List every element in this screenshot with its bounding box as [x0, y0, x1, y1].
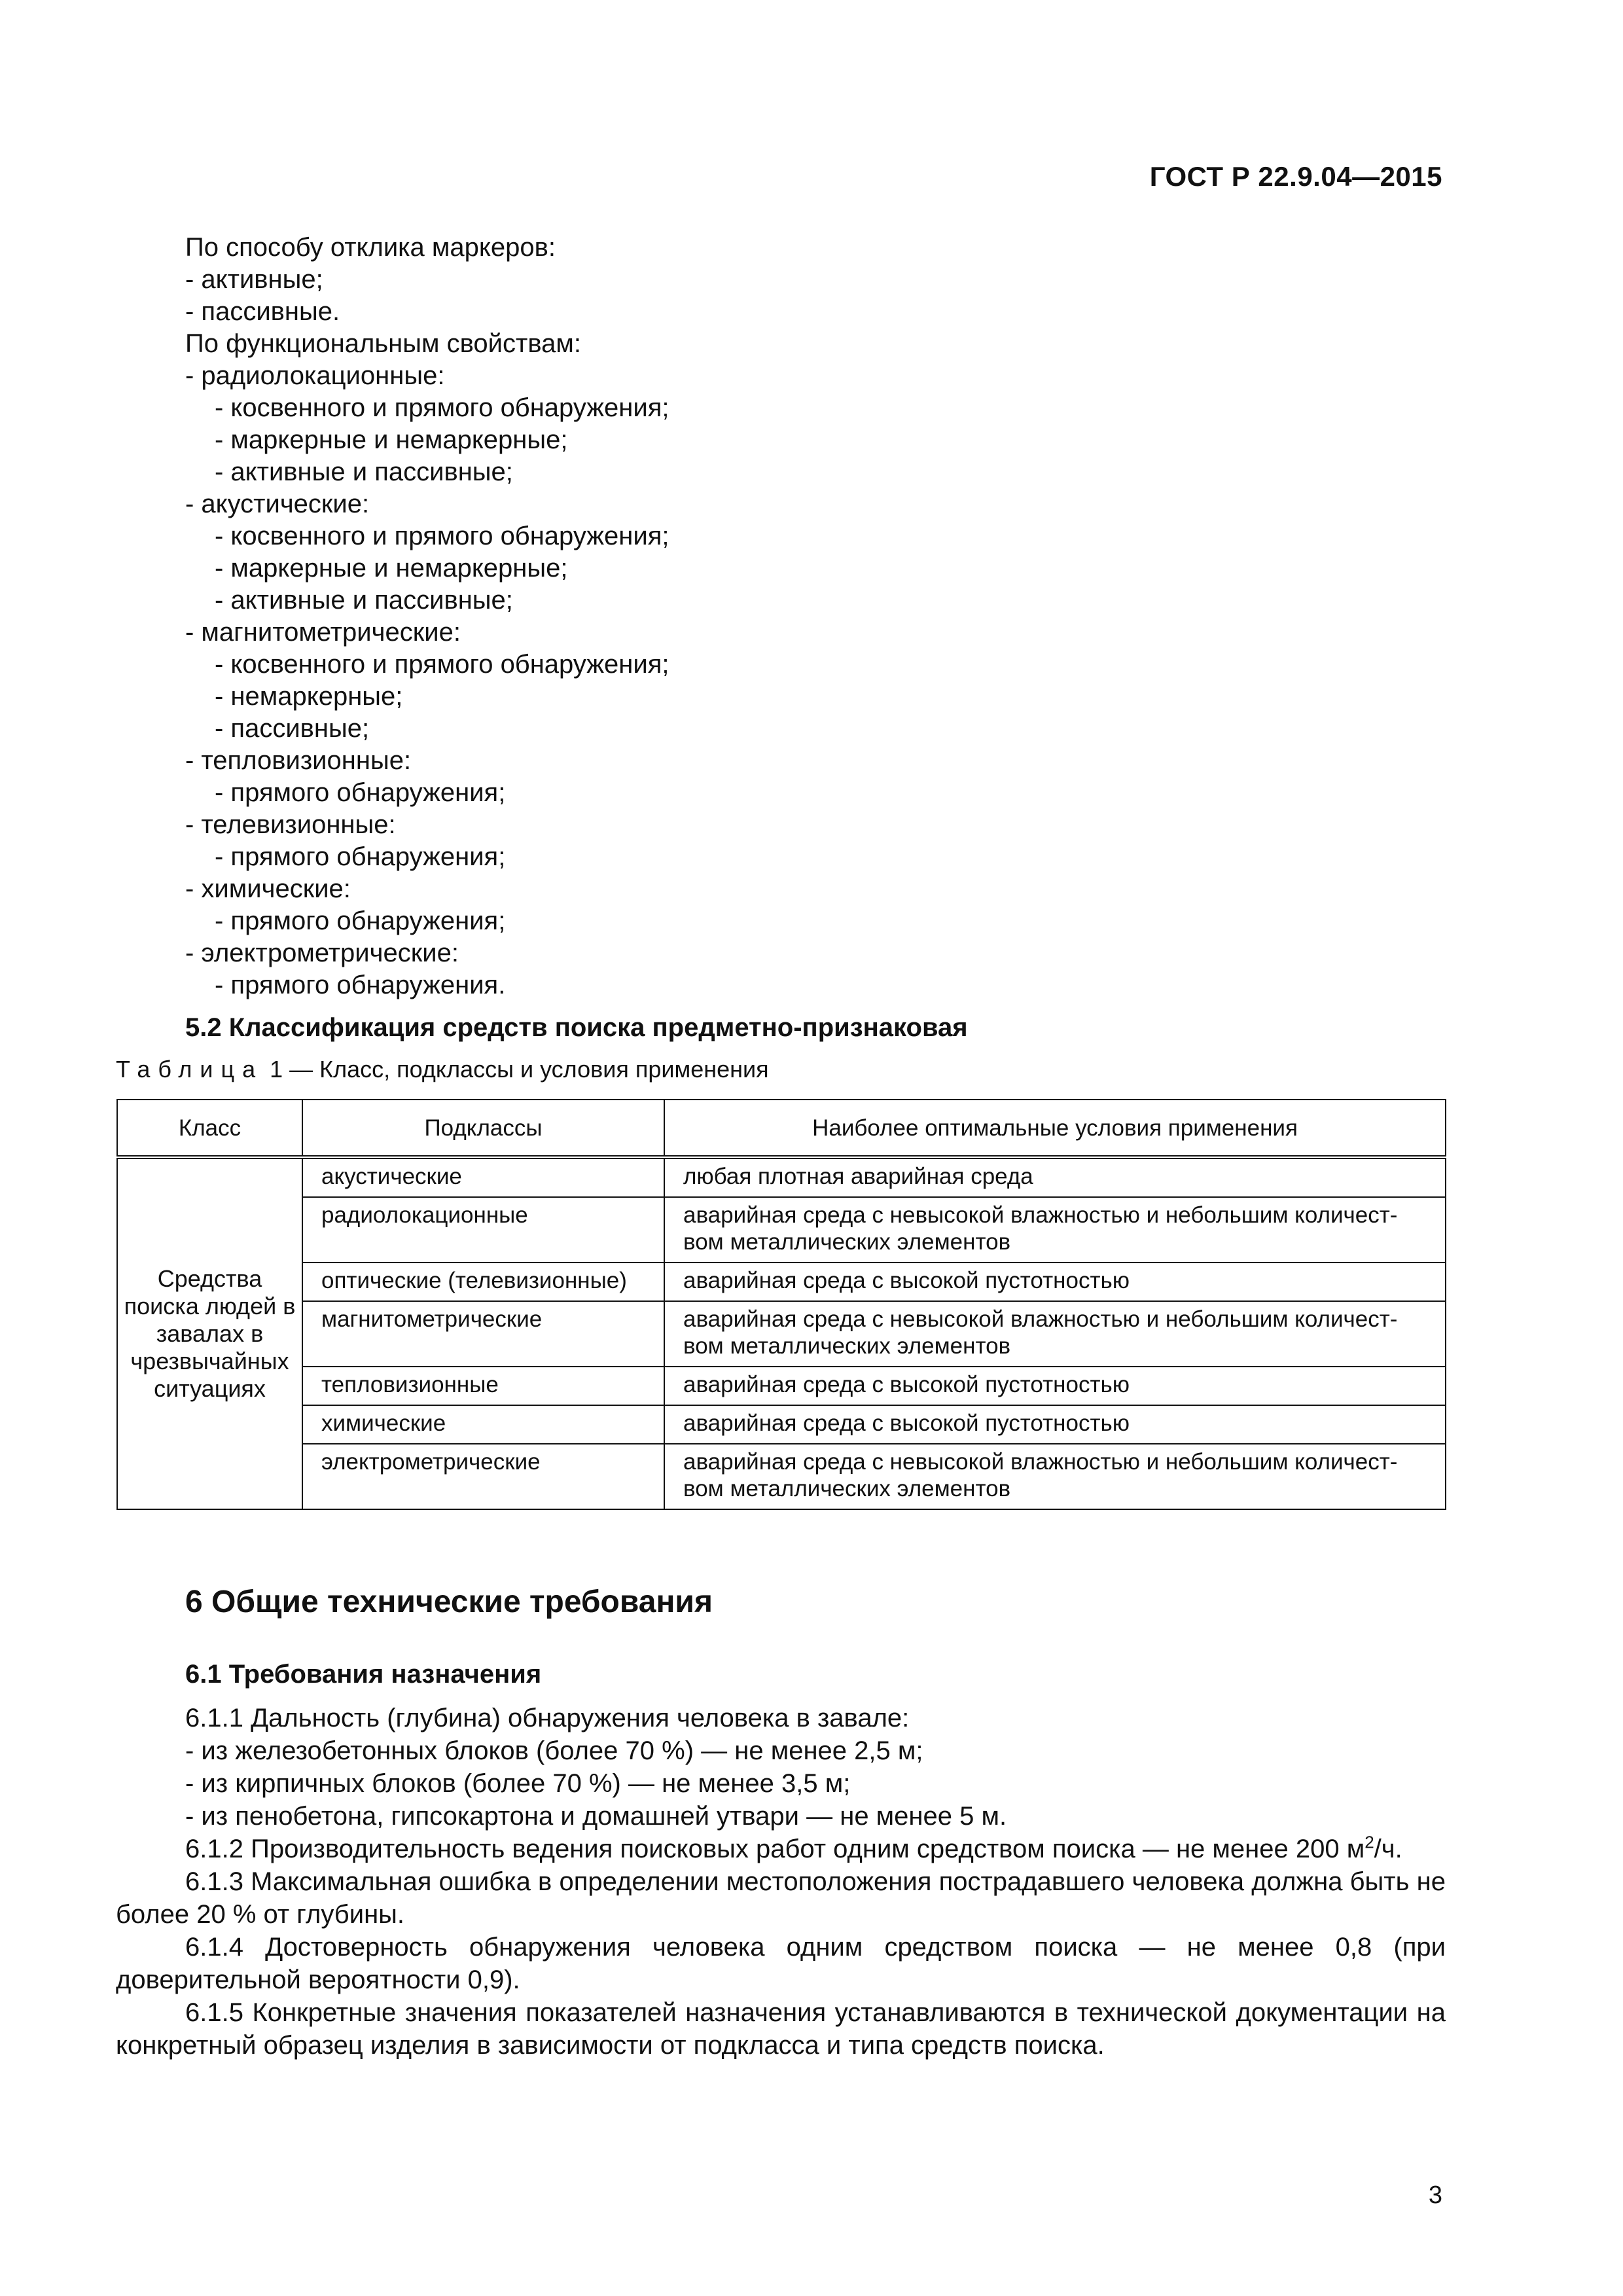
- conditions-cell: аварийная среда с невысокой влажностью и небольшим количест-вом металлических элементов: [664, 1444, 1446, 1509]
- list-item: - из пенобетона, гипсокартона и домашней утвари — не менее 5 м.: [185, 1802, 1007, 1831]
- list-item: - прямого обнаружения;: [215, 778, 506, 807]
- table-row: [117, 1157, 1446, 1197]
- table-caption-text: 1 — Класс, подклассы и условия применения: [263, 1056, 769, 1083]
- list-item: - немаркерные;: [215, 682, 403, 711]
- header-class: Класс: [117, 1100, 302, 1157]
- list-item: - косвенного и прямого обнаружения;: [215, 522, 669, 550]
- table-row: [117, 1405, 1446, 1444]
- list-item: - магнитометрические:: [185, 618, 461, 647]
- paragraph-6-1-4: 6.1.4 Достоверность обнаружения человека одним средством поиска — не менее 0,8 (при доверительной вероятности 0,9).: [116, 1933, 1446, 1994]
- table-row: [117, 1444, 1446, 1509]
- header-subclasses: Подклассы: [302, 1100, 664, 1157]
- subclass-cell: оптические (телевизионные): [302, 1263, 664, 1301]
- conditions-cell: аварийная среда с невысокой влажностью и небольшим количест-вом металлических элементов: [664, 1301, 1446, 1367]
- list-item: - активные;: [185, 265, 323, 294]
- list-item: - прямого обнаружения.: [215, 971, 506, 999]
- paragraph-6-1-3: 6.1.3 Максимальная ошибка в определении местоположения пострадавшего человека должна быть не более 20 % от глубины.: [116, 1867, 1446, 1929]
- list-item: - электрометрические:: [185, 939, 459, 967]
- paragraph-6-1-1: 6.1.1 Дальность (глубина) обнаружения человека в завале:: [185, 1704, 910, 1732]
- page-number: 3: [1428, 2181, 1442, 2209]
- list-item: - маркерные и немаркерные;: [215, 425, 568, 454]
- table-row: [117, 1263, 1446, 1301]
- class-cell: Средства поиска людей в завалах в чрезвычайных ситуациях: [117, 1157, 302, 1509]
- list-item: - маркерные и немаркерные;: [215, 554, 568, 583]
- table-row: [117, 1197, 1446, 1263]
- list-item: - из железобетонных блоков (более 70 %) — не менее 2,5 м;: [185, 1736, 923, 1765]
- subclass-cell: химические: [302, 1405, 664, 1444]
- subclass-cell: акустические: [302, 1157, 664, 1197]
- subclass-cell: радиолокационные: [302, 1197, 664, 1263]
- paragraph-6-1-2-text: 6.1.2 Производительность ведения поисковых работ одним средством поиска — не менее 200 м: [185, 1835, 1365, 1863]
- header-conditions: Наиболее оптимальные условия применения: [664, 1100, 1446, 1157]
- list-item: - телевизионные:: [185, 810, 396, 839]
- list-item: - прямого обнаружения;: [215, 906, 506, 935]
- list-item: - тепловизионные:: [185, 746, 412, 775]
- section-5-2-heading: 5.2 Классификация средств поиска предметно-признаковая: [185, 1013, 968, 1042]
- list-item: - акустические:: [185, 490, 370, 518]
- conditions-cell: аварийная среда с невысокой влажностью и небольшим количест-вом металлических элементов: [664, 1197, 1446, 1263]
- subclass-cell: электрометрические: [302, 1444, 664, 1509]
- section-6-1-body: [116, 1702, 1446, 2062]
- paragraph-6-1-2-unit: /ч.: [1374, 1835, 1402, 1863]
- classification-list: [185, 232, 1429, 1001]
- list-item: - косвенного и прямого обнаружения;: [215, 393, 669, 422]
- table-caption: [116, 1056, 769, 1083]
- paragraph-6-1-5: 6.1.5 Конкретные значения показателей назначения устанавливаются в технической документации на конкретный образец изделия в зависимости от подкласса и типа средств поиска.: [116, 1998, 1446, 2060]
- list-item: - активные и пассивные;: [215, 586, 513, 615]
- table-row: [117, 1301, 1446, 1367]
- list-item: - прямого обнаружения;: [215, 842, 506, 871]
- list-item: - пассивные;: [215, 714, 370, 743]
- section-6-heading: 6 Общие технические требования: [185, 1585, 713, 1619]
- classification-table: [116, 1099, 1446, 1510]
- section-6-1-heading: 6.1 Требования назначения: [185, 1660, 542, 1689]
- list-item: По способу отклика маркеров:: [185, 233, 556, 262]
- subclass-cell: магнитометрические: [302, 1301, 664, 1367]
- list-item: - химические:: [185, 874, 351, 903]
- list-item: - активные и пассивные;: [215, 457, 513, 486]
- document-code: ГОСТ Р 22.9.04—2015: [1149, 161, 1442, 192]
- list-item: - пассивные.: [185, 297, 340, 326]
- conditions-cell: аварийная среда с высокой пустотностью: [664, 1367, 1446, 1405]
- conditions-cell: любая плотная аварийная среда: [664, 1157, 1446, 1197]
- table-header-row: [117, 1100, 1446, 1157]
- paragraph-6-1-2: [116, 1833, 1446, 1865]
- conditions-cell: аварийная среда с высокой пустотностью: [664, 1263, 1446, 1301]
- conditions-cell: аварийная среда с высокой пустотностью: [664, 1405, 1446, 1444]
- superscript: 2: [1364, 1832, 1374, 1852]
- table-row: [117, 1367, 1446, 1405]
- list-item: По функциональным свойствам:: [185, 329, 581, 358]
- list-item: - косвенного и прямого обнаружения;: [215, 650, 669, 679]
- list-item: - радиолокационные:: [185, 361, 445, 390]
- table-caption-label: Таблица: [116, 1056, 264, 1083]
- list-item: - из кирпичных блоков (более 70 %) — не менее 3,5 м;: [185, 1769, 851, 1798]
- subclass-cell: тепловизионные: [302, 1367, 664, 1405]
